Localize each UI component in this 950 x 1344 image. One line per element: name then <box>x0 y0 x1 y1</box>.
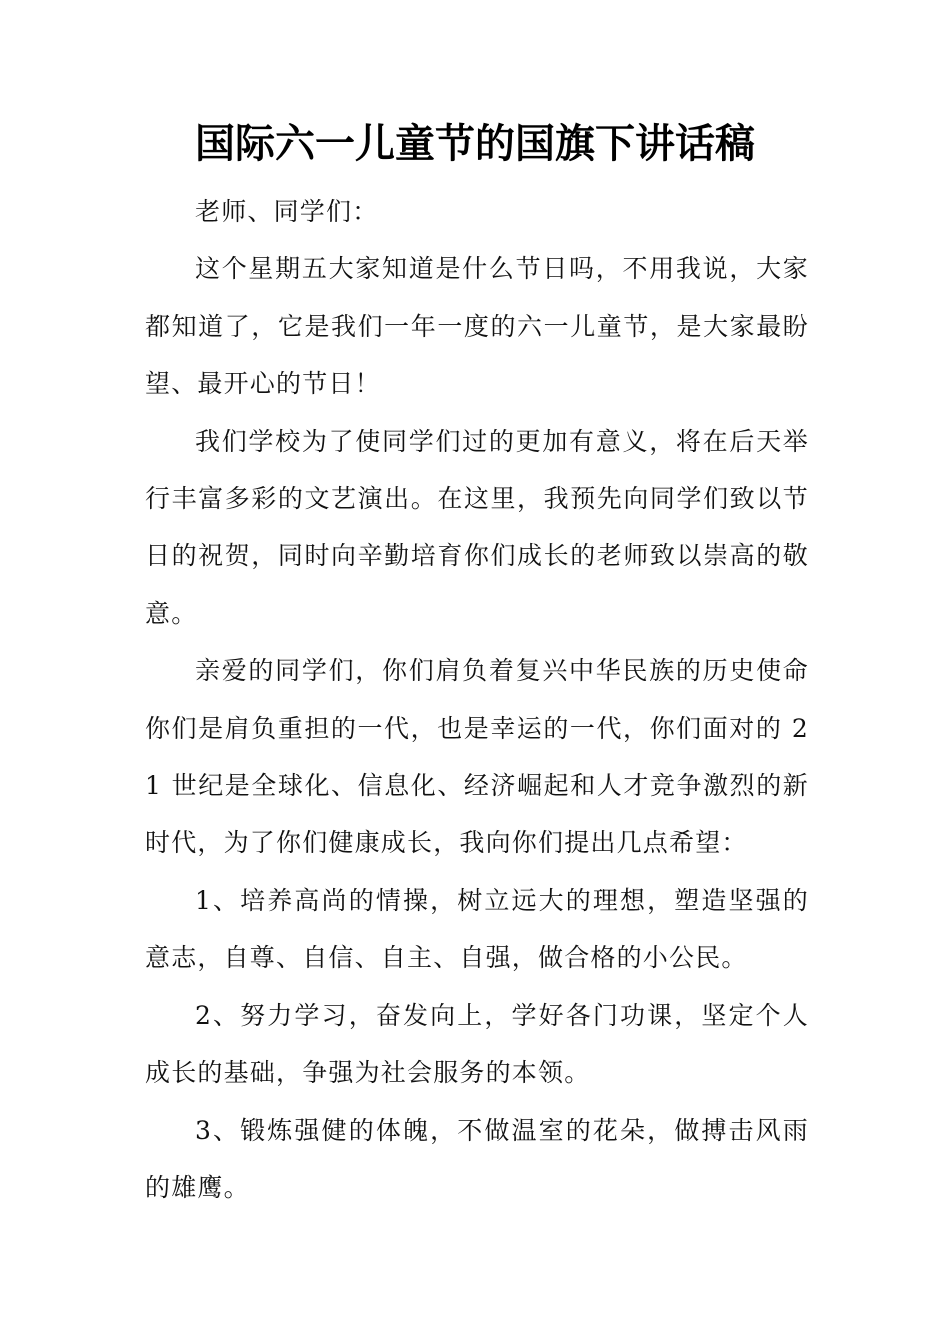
paragraph-hope-2: 2、努力学习，奋发向上，学好各门功课，坚定个人成长的基础，争强为社会服务的本领。 <box>145 1000 809 1088</box>
document-title: 国际六一儿童节的国旗下讲话稿 <box>195 121 755 167</box>
paragraph-intro: 这个星期五大家知道是什么节日吗，不用我说，大家都知道了，它是我们一年一度的六一儿童节，是大家最盼望、最开心的节日！ <box>145 254 809 399</box>
paragraph-hope-3: 3、锻炼强健的体魄，不做温室的花朵，做搏击风雨的雄鹰。 <box>145 1115 809 1202</box>
paragraph-hope-1: 1、培养高尚的情操，树立远大的理想，塑造坚强的意志，自尊、自信、自主、自强，做合格的小公民。 <box>145 885 809 973</box>
paragraph-performance: 我们学校为了使同学们过的更加有意义，将在后天举行丰富多彩的文艺演出。在这里，我预先向同学们致以节日的祝贺，同时向辛勤培育你们成长的老师致以崇高的敬意。 <box>145 426 809 628</box>
document-body <box>145 183 809 1216</box>
paragraph-greeting: 老师、同学们： <box>195 197 379 226</box>
paragraph-mission: 亲爱的同学们，你们肩负着复兴中华民族的历史使命你们是肩负重担的一代，也是幸运的一代，你们面对的 21 世纪是全球化、信息化、经济崛起和人才竞争激烈的新时代，为了你们健康成长，我向你们提出几点希望： <box>145 656 809 858</box>
